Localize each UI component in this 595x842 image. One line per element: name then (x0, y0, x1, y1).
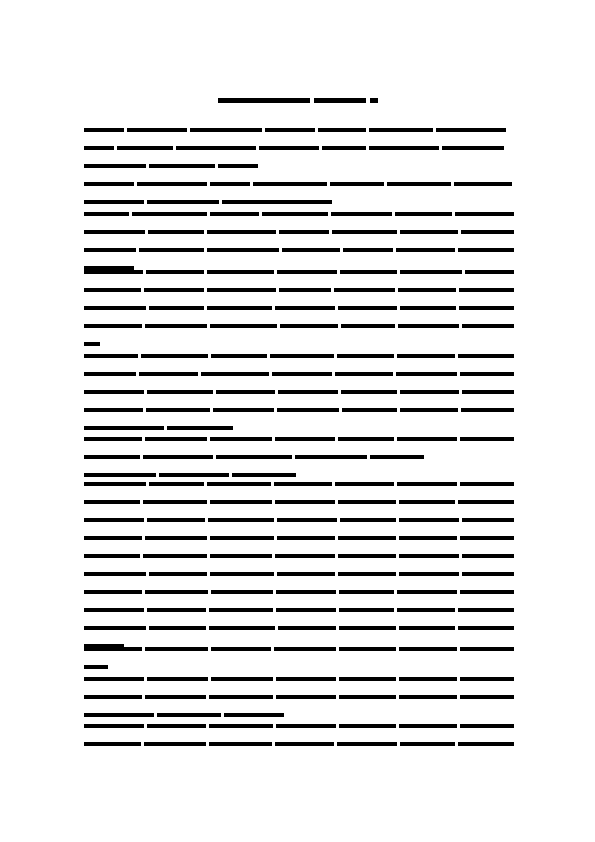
text-line (84, 552, 514, 560)
text-line (84, 453, 514, 461)
document-title (218, 95, 386, 105)
text-line (84, 126, 514, 134)
paragraph (84, 268, 514, 358)
text-line (84, 388, 514, 396)
text-line (84, 198, 514, 206)
text-line (84, 286, 514, 294)
text-line (84, 180, 514, 188)
text-line (84, 711, 514, 719)
text-line (84, 675, 514, 683)
text-line (84, 322, 514, 330)
text-line (84, 645, 514, 653)
text-line (84, 606, 514, 614)
text-line (84, 471, 514, 479)
text-line (84, 144, 514, 152)
text-line (84, 480, 514, 488)
text-line (84, 268, 514, 276)
text-line (84, 162, 514, 170)
text-line (84, 370, 514, 378)
text-line (84, 228, 514, 236)
text-line (84, 663, 514, 671)
text-line (84, 693, 514, 701)
text-line (84, 340, 514, 348)
paragraph (84, 722, 514, 758)
text-line (84, 210, 514, 218)
paragraph (84, 675, 514, 729)
paragraph (84, 126, 514, 180)
text-line (84, 516, 514, 524)
text-line (84, 740, 514, 748)
paragraph (84, 352, 514, 442)
text-line (84, 304, 514, 312)
title-text-block (218, 98, 310, 103)
text-line (84, 588, 514, 596)
text-line (84, 722, 514, 730)
title-text-block (370, 98, 378, 103)
text-line (84, 435, 514, 443)
text-line (84, 424, 514, 432)
text-line (84, 498, 514, 506)
text-line (84, 570, 514, 578)
text-line (84, 624, 514, 632)
text-line (84, 406, 514, 414)
text-line (84, 352, 514, 360)
text-line (84, 534, 514, 542)
paragraph (84, 480, 514, 660)
title-text-block (314, 98, 366, 103)
text-line (84, 246, 514, 254)
